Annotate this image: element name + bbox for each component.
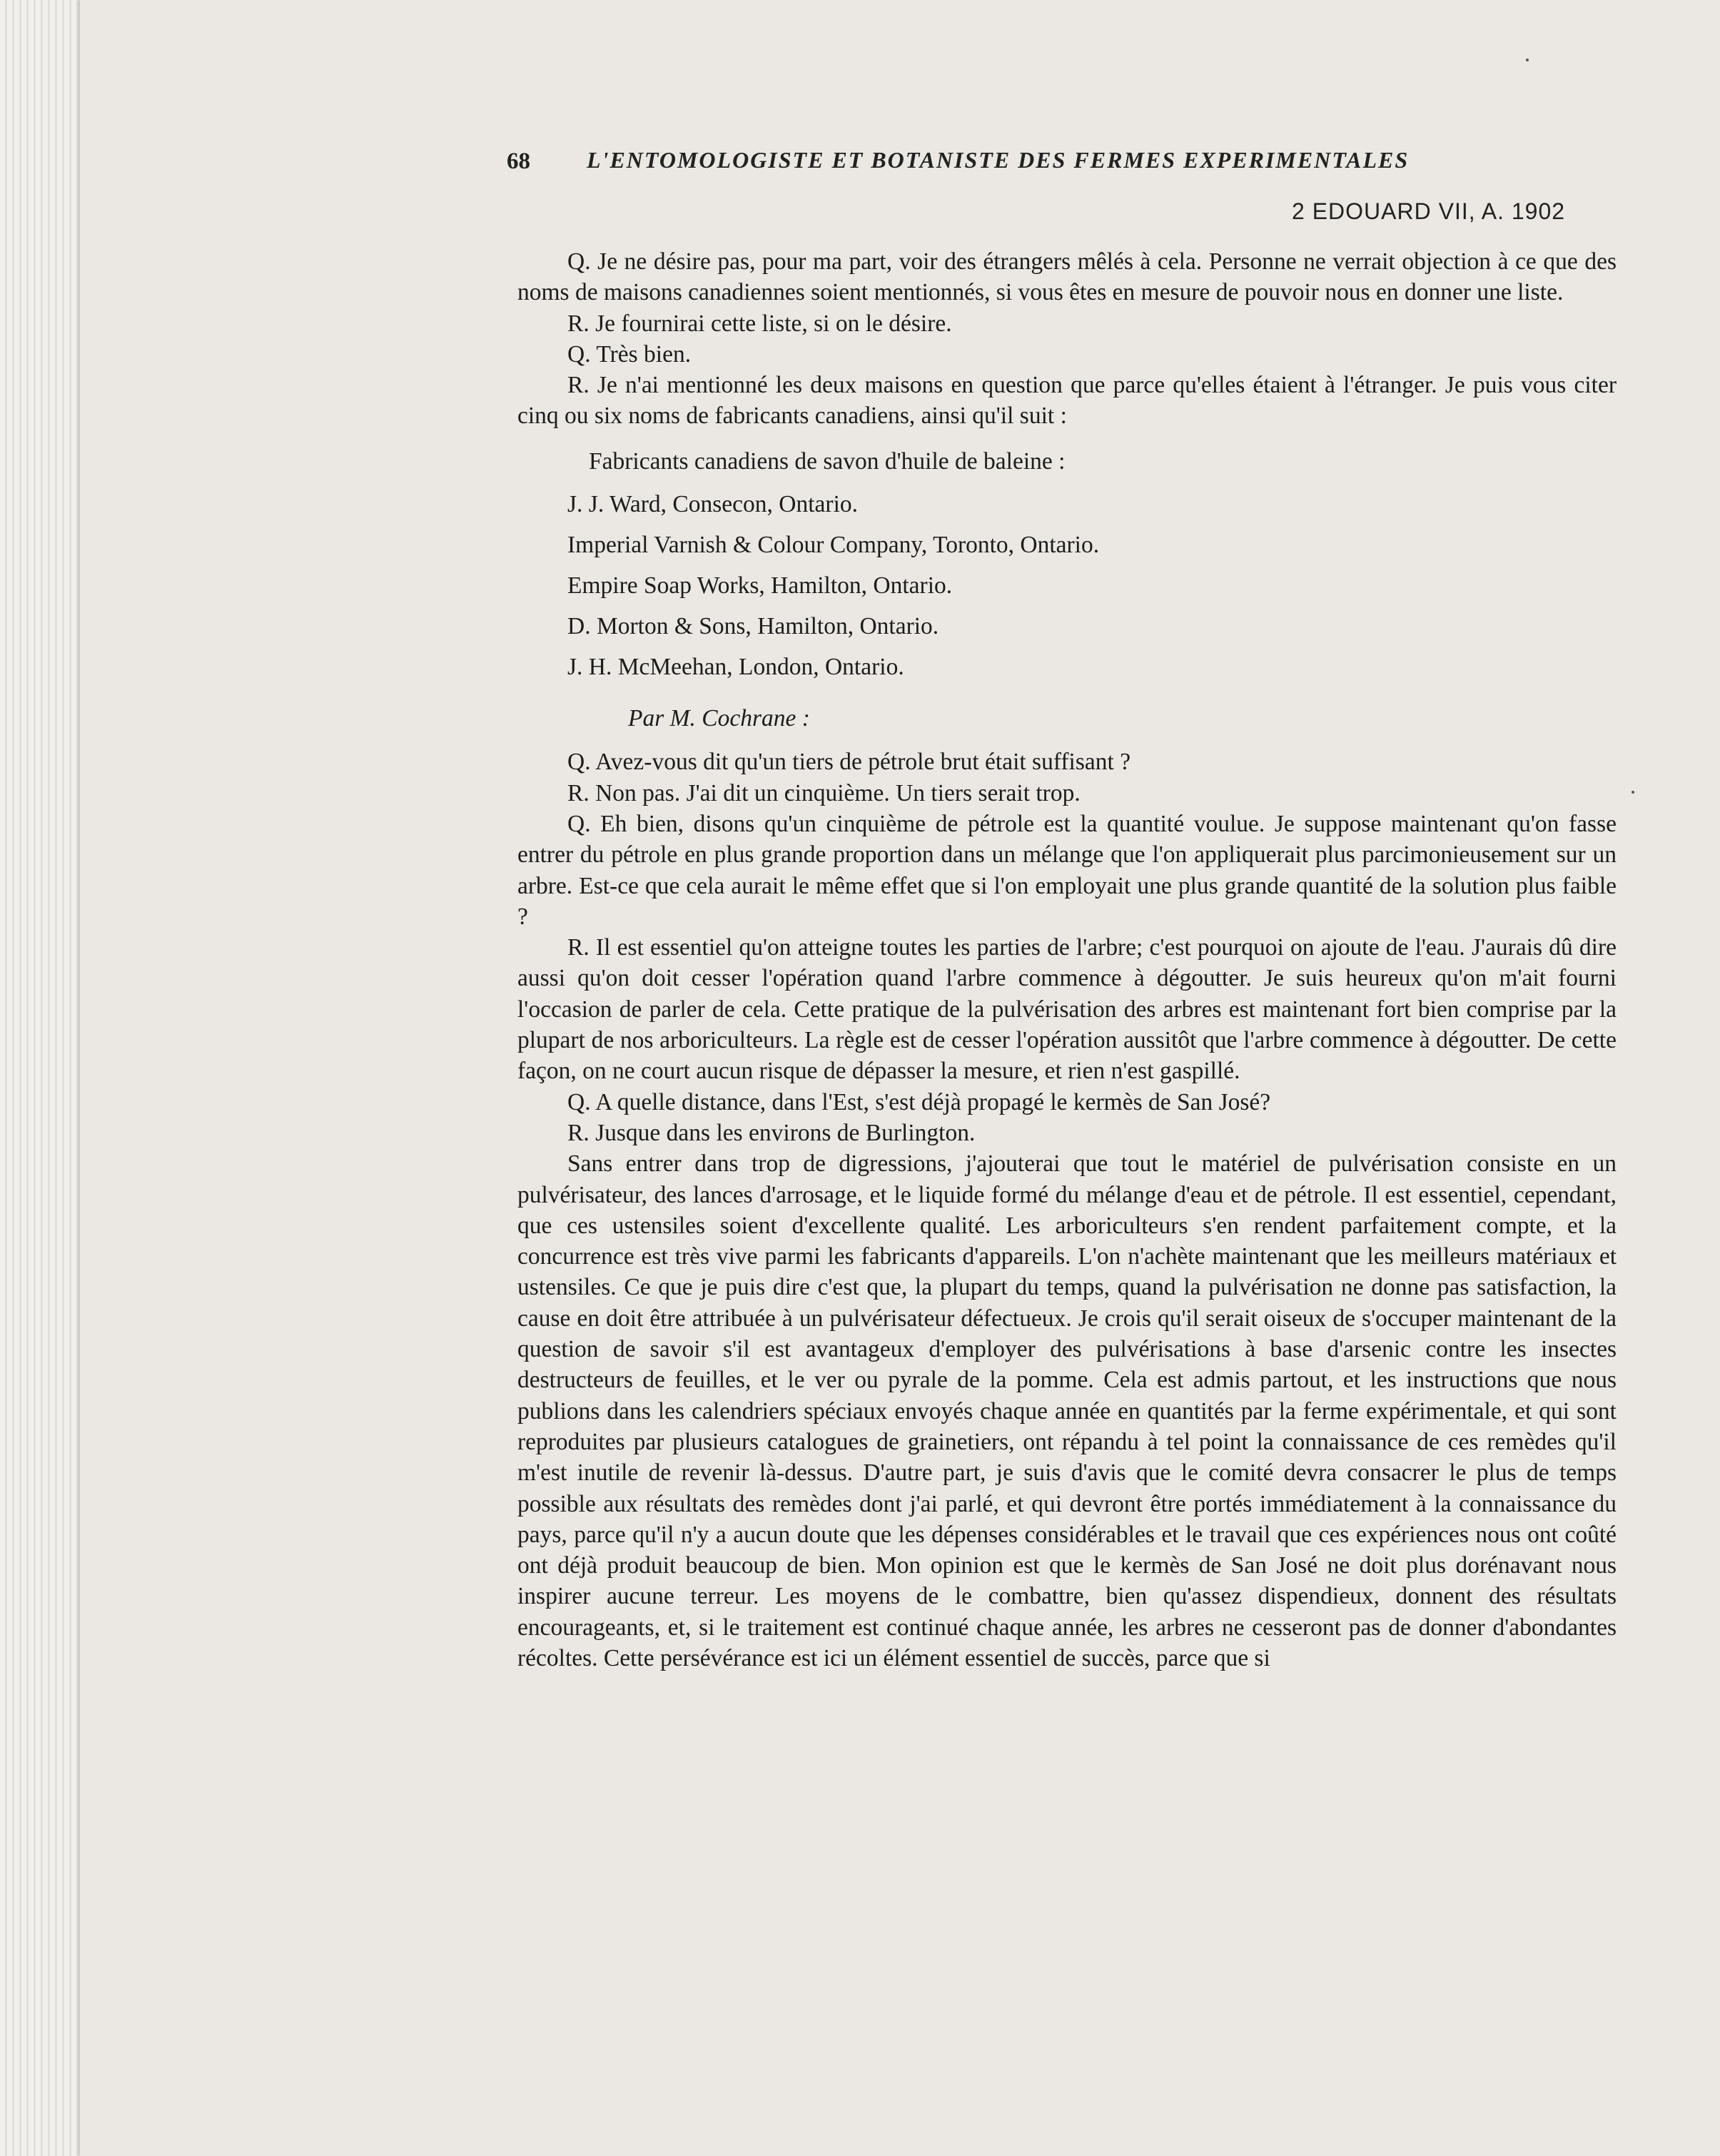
paragraph: R. Je n'ai mentionné les deux maisons en question que parce qu'elles étaient à l'étranger. Je puis vous citer cinq ou six noms de fabricants canadiens, ainsi qu'il suit : [517, 372, 1617, 430]
list-item: J. H. McMeehan, London, Ontario. [567, 654, 904, 681]
session-label: 2 EDOUARD VII, A. 1902 [1292, 198, 1566, 224]
list-item: J. J. Ward, Consecon, Ontario. [567, 491, 859, 518]
list-item: Empire Soap Works, Hamilton, Ontario. [567, 572, 953, 599]
ink-speck [1526, 59, 1529, 61]
list-item: D. Morton & Sons, Hamilton, Ontario. [567, 613, 939, 640]
paragraph: Q. Avez-vous dit qu'un tiers de pétrole brut était suffisant ? [567, 749, 1131, 776]
speaker-heading: Par M. Cochrane : [628, 705, 810, 732]
paragraph: Q. Je ne désire pas, pour ma part, voir des étrangers mêlés à cela. Personne ne verrait objection à ce que des noms de maisons canadiennes soient mentionnés, si vous êtes en mesure de pouvoir nous en donner une liste. [517, 248, 1617, 306]
paragraph: Q. Très bien. [567, 340, 692, 368]
page-stack-edge [0, 0, 79, 2156]
page-header [507, 147, 1499, 184]
paragraph: Sans entrer dans trop de digressions, j'ajouterai que tout le matériel de pulvérisation consiste en un pulvérisateur, des lances d'arrosage, et le liquide formé du mélange d'eau et de pétrole. Il est essentiel, cependant, que ces ustensiles soient d'excellente qualité. Les arboriculteurs s'en rendent parfaitement compte, et la concurrence est très vive parmi les fabricants d'appareils. L'on n'achète maintenant que les meilleurs matériaux et ustensiles. Ce que je puis dire c'est que, la plupart du temps, quand la pulvérisation ne donne pas satisfaction, la cause en doit être attribuée à un pulvérisateur défectueux. Je crois qu'il serait oiseux de s'occuper maintenant de la question de savoir s'il est avantageux d'employer des pulvérisations à base d'arsenic contre les insectes destructeurs de feuilles, et le ver ou pyrale de la pomme. Cela est admis partout, et les instructions que nous publions dans les calendriers spéciaux envoyés chaque année en quantités par la ferme expérimentale, et qui sont reproduites par plusieurs catalogues de grainetiers, ont répandu à tel point la connaissance de ces remèdes qu'il m'est inutile de revenir là-dessus. D'autre part, je suis d'avis que le comité devra consacrer le plus de temps possible aux résultats des remèdes dont j'ai parlé, et qui devront être portés immédiatement à la connaissance du pays, parce qu'il n'y a aucun doute que les dépenses considérables et le travail que ces expériences nous ont coûté ont déjà produit beaucoup de bien. Mon opinion est que le kermès de San José ne doit plus dorénavant nous inspirer aucune terreur. Les moyens de le combattre, bien qu'assez dispendieux, donnent des résultats encourageants, et, si le traitement est continué chaque année, les arbres ne cesseront pas de donner d'abondantes récoltes. Cette persévérance est ici un élément essentiel de succès, parce que si [517, 1150, 1617, 1671]
paragraph: R. Il est essentiel qu'on atteigne toutes les parties de l'arbre; c'est pourquoi on ajoute de l'eau. J'aurais dû dire aussi qu'on doit cesser l'opération quand l'arbre commence à dégoutter. Je suis heureux qu'on m'ait fourni l'occasion de parler de cela. Cette pratique de la pulvérisation des arbres est maintenant fort bien comprise par la plupart de nos arboriculteurs. La règle est de cesser l'opération aussitôt que l'arbre commence à dégoutter. De cette façon, on ne court aucun risque de dépasser la mesure, et rien n'est gaspillé. [517, 934, 1617, 1085]
paragraph: R. Jusque dans les environs de Burlington. [567, 1119, 976, 1146]
list-item: Imperial Varnish & Colour Company, Toronto, Ontario. [567, 532, 1100, 559]
paragraph: R. Je fournirai cette liste, si on le désire. [567, 310, 952, 337]
paragraph: Q. Eh bien, disons qu'un cinquième de pétrole est la quantité voulue. Je suppose maintenant qu'on fasse entrer du pétrole en plus grande proportion dans un mélange que l'on appliquerait plus parcimonieusement sur un arbre. Est-ce que cela aurait le même effet que si l'on employait une plus grande quantité de la solution plus faible ? [517, 810, 1617, 930]
ink-speck [1632, 791, 1634, 794]
page-number: 68 [507, 148, 530, 174]
company-list [517, 484, 1617, 687]
running-title: L'ENTOMOLOGISTE ET BOTANISTE DES FERMES EXPERIMENTALES [587, 147, 1410, 173]
paragraph: Q. A quelle distance, dans l'Est, s'est déjà propagé le kermès de San José? [567, 1088, 1271, 1115]
paragraph: R. Non pas. J'ai dit un cinquième. Un tiers serait trop. [567, 779, 1081, 806]
body-text [517, 246, 1617, 1674]
list-heading: Fabricants canadiens de savon d'huile de baleine : [589, 447, 1066, 475]
